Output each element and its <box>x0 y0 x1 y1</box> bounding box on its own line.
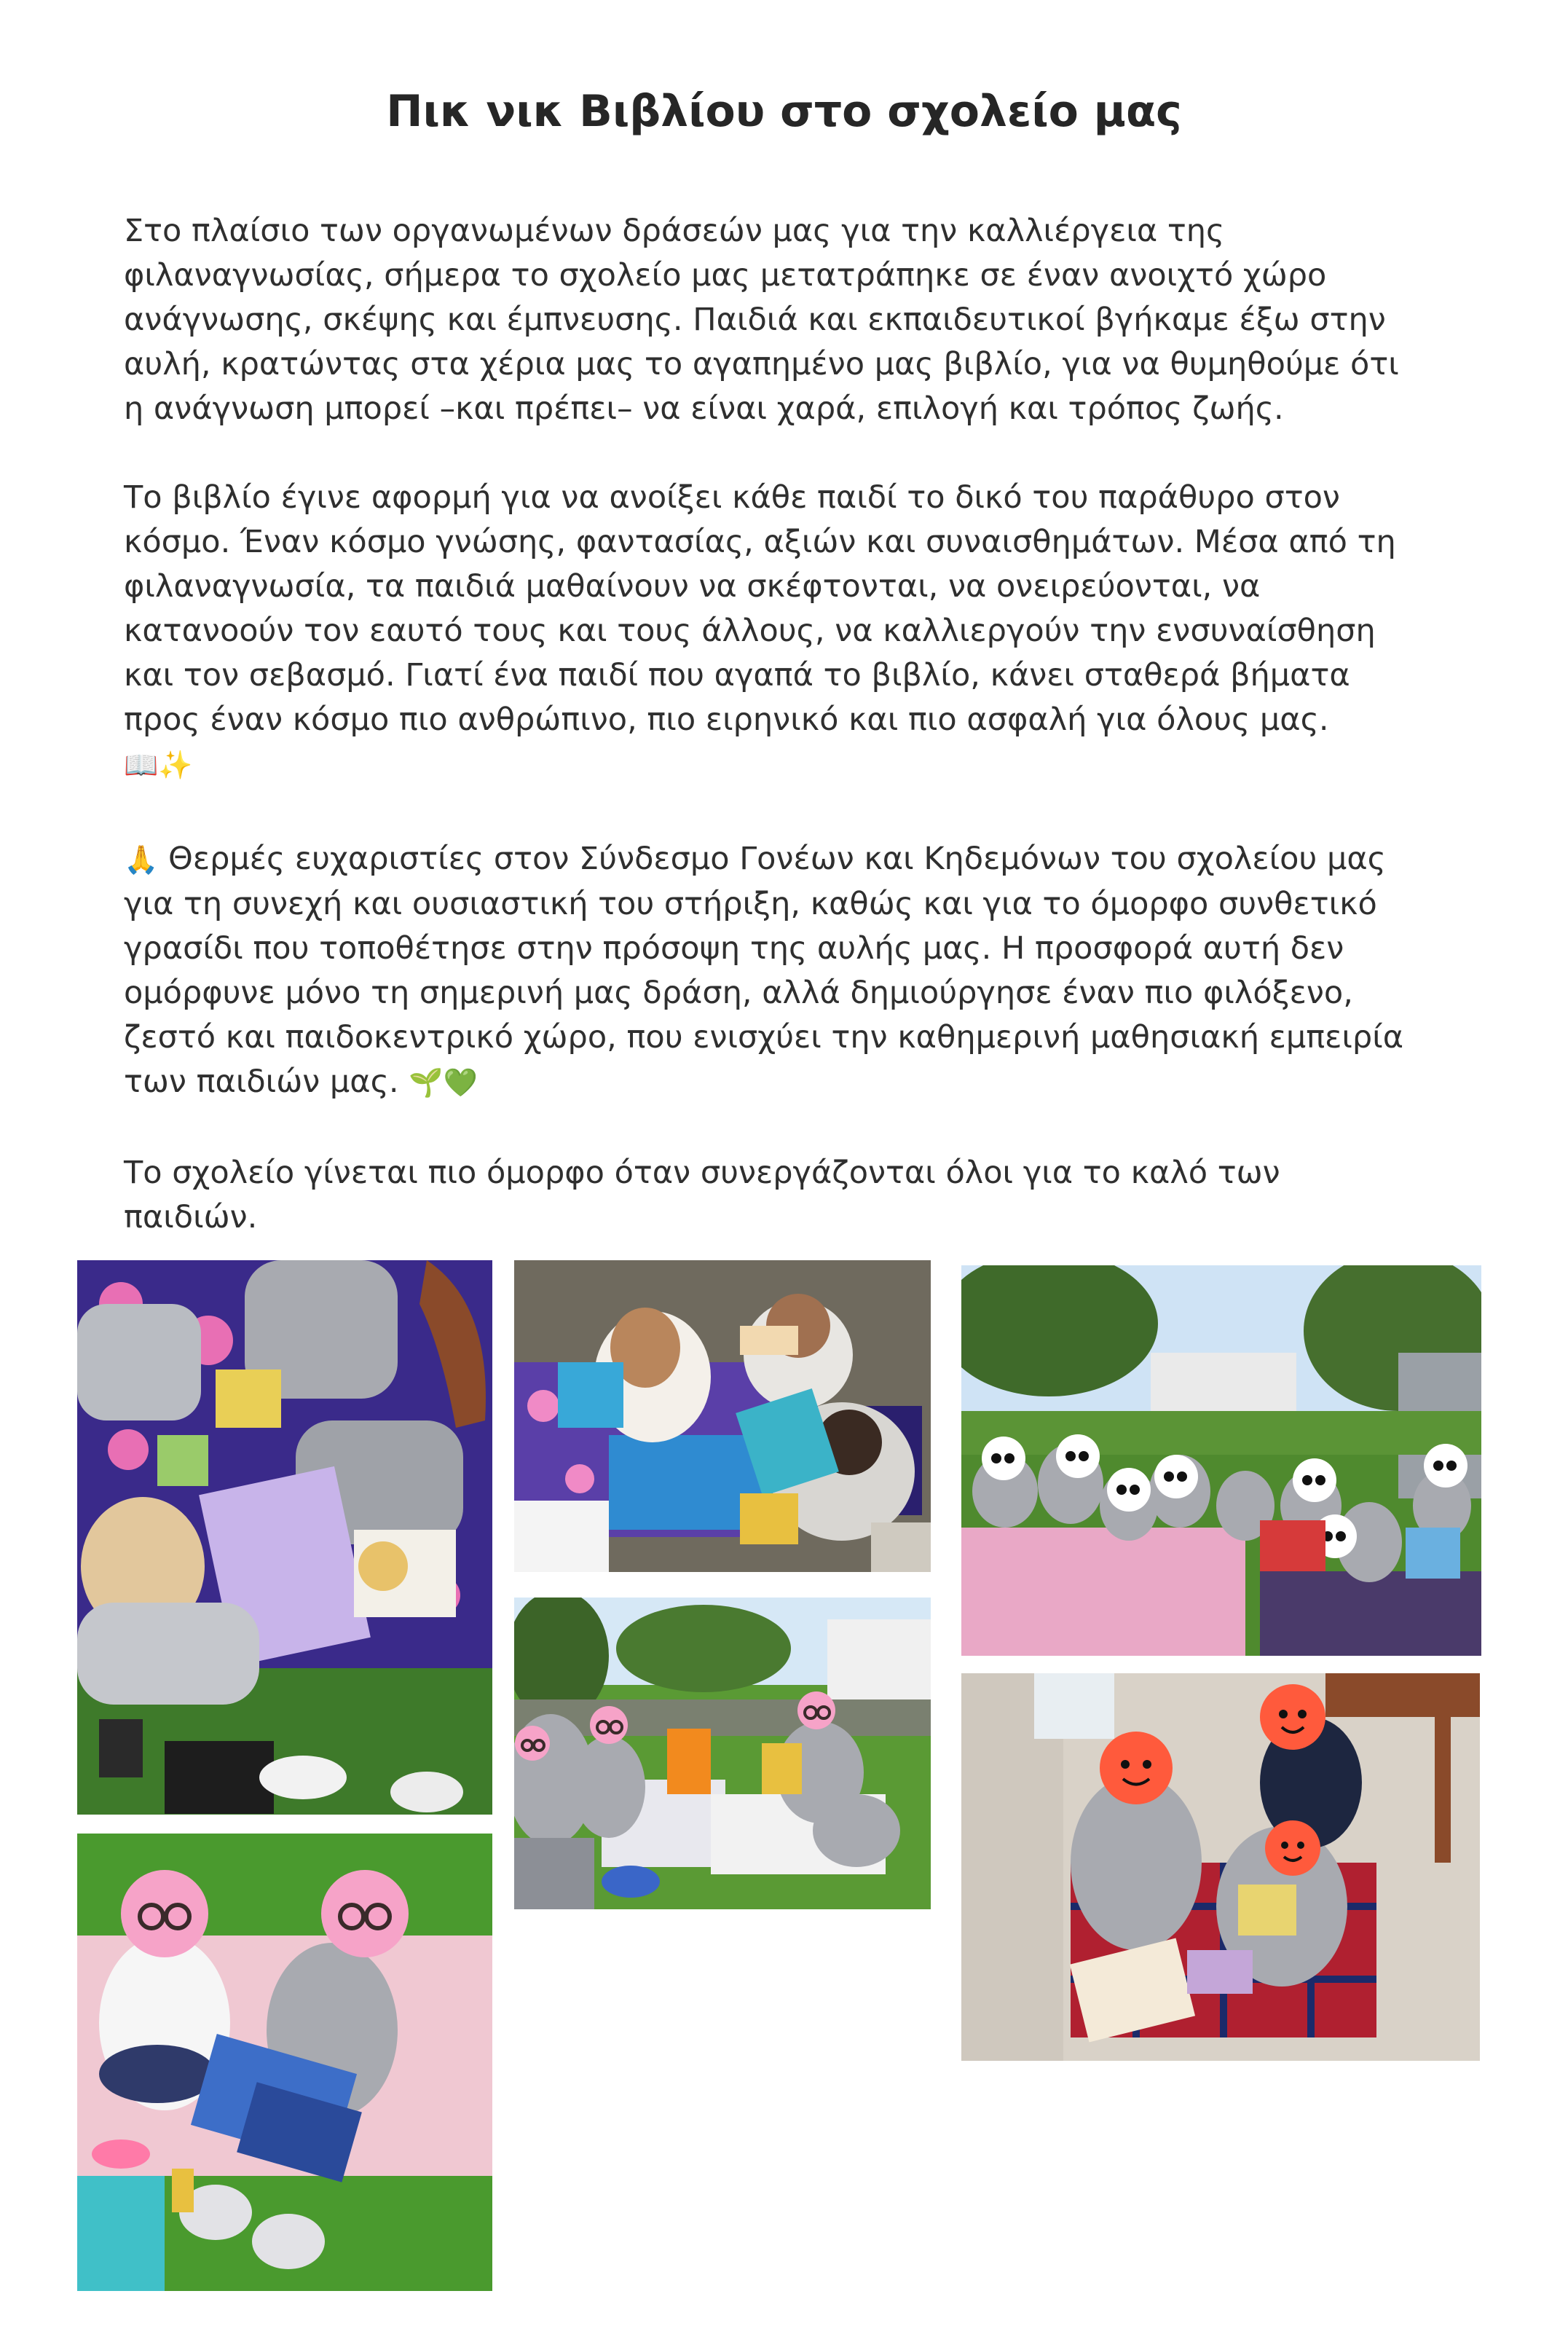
seedling-heart-emoji-icon: 🌱💚 <box>409 1066 478 1099</box>
paragraph-book-window-text: Το βιβλίο έγινε αφορμή για να ανοίξει κάθε παιδί το δικό του παράθυρο στον κόσμο. Έναν κόσμο γνώσης, φαντασίας, αξιών και συναισθημάτων. Μέσα από τη φιλαναγνωσία, τα παιδιά μαθαίνουν να σκέφτονται, να ονειρεύονται, να κατανοούν τον εαυτό τους και τους άλλους, να καλλιεργούν την ενσυναίσθηση και τον σεβασμό. Γιατί ένα παιδί που αγαπά το βιβλίο, κάνει σταθερά βήματα προς έναν κόσμο πιο ανθρώπινο, πιο ειρηνικό και πιο ασφαλή για όλους μας. <box>124 479 1396 738</box>
praying-hands-emoji-icon: 🙏 <box>124 844 159 876</box>
page-title: Πικ νικ Βιβλίου στο σχολείο μας <box>386 86 1182 137</box>
paragraph-closing: Το σχολείο γίνεται πιο όμορφο όταν συνεργάζονται όλοι για το καλό των παιδιών. <box>124 1155 1280 1235</box>
paragraph-book-window <box>124 476 1406 787</box>
paragraph-intro: Στο πλαίσιο των οργανωμένων δράσεών μας για την καλλιέργεια της φιλαναγνωσίας, σήμερα το σχολείο μας μετατράπηκε σε έναν ανοιχτό χώρο ανάγνωσης, σκέψης και έμπνευσης. Παιδιά και εκπαιδευτικοί βγήκαμε έξω στην αυλή, κρατώντας στα χέρια μας το αγαπημένο μας βιβλίο, για να θυμηθούμε ότι η ανάγνωση μπορεί –και πρέπει– να είναι χαρά, επιλογή και τρόπος ζωής. <box>124 213 1399 427</box>
paragraph-thanks-text: Θερμές ευχαριστίες στον Σύνδεσμο Γονέων και Κηδεμόνων του σχολείου μας για τη συνεχή και ουσιαστική του στήριξη, καθώς και για το όμορφο συνθετικό γρασίδι που τοποθέτησε στην πρόσοψη της αυλής μας. Η προσφορά αυτή δεν ομόρφυνε μόνο τη σημερινή μας δράση, αλλά δημιούργησε έναν πιο φιλόξενο, ζεστό και παιδοκεντρικό χώρο, που ενισχύει την καθημερινή μαθησιακή εμπειρία των παιδιών μας. <box>124 841 1404 1100</box>
photo-girl-reading-on-purple-blanket <box>77 1260 492 1815</box>
paragraph-thanks <box>124 837 1406 1105</box>
book-sparkles-emoji-icon: 📖✨ <box>124 749 193 781</box>
photo-two-girls-reading <box>77 1834 492 2291</box>
photo-students-on-lawn <box>514 1598 931 1909</box>
photo-children-on-tartan-blanket <box>961 1673 1480 2061</box>
photo-girls-reading-from-above <box>514 1260 931 1572</box>
photo-schoolyard-group <box>961 1265 1481 1656</box>
